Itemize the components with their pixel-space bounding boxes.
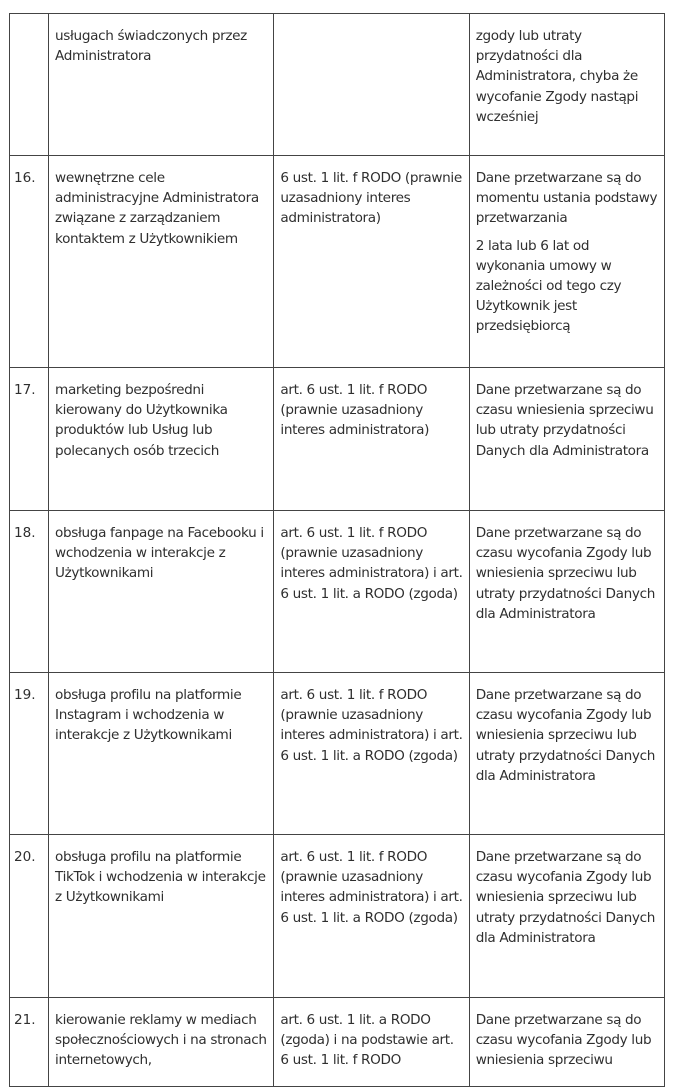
legal-basis-cell-content xyxy=(274,835,468,928)
legal-basis-cell xyxy=(274,14,469,156)
cell-paragraph: art. 6 ust. 1 lit. f RODO (prawnie uzasadniony interes administratora) i art. 6 ust. 1 lit. a RODO (zgoda) xyxy=(280,525,463,602)
cell-paragraph: art. 6 ust. 1 lit. f RODO (prawnie uzasadniony interes administratora) i art. 6 ust. 1 lit. a RODO (zgoda) xyxy=(280,687,463,764)
table-row xyxy=(10,673,665,835)
retention-period-cell xyxy=(469,511,664,673)
purpose-cell xyxy=(49,156,274,368)
legal-basis-cell xyxy=(274,673,469,835)
cell-paragraph: marketing bezpośredni kierowany do Użytkownika produktów lub Usług lub polecanych osób trzecich xyxy=(55,382,228,459)
cell-paragraph: obsługa profilu na platformie TikTok i wchodzenia w interakcje z Użytkownikami xyxy=(55,849,266,906)
purpose-cell-content xyxy=(49,14,273,66)
row-number-cell: 16. xyxy=(10,156,49,368)
cell-paragraph: Dane przetwarzane są do czasu wycofania Zgody lub wniesienia sprzeciwu lub utraty przydatności Danych dla Administratora xyxy=(475,687,655,784)
retention-period-cell-content xyxy=(470,156,664,337)
row-number-cell xyxy=(10,14,49,156)
legal-basis-cell xyxy=(274,368,469,511)
retention-period-cell xyxy=(469,368,664,511)
table-row xyxy=(10,156,665,368)
row-number-cell: 18. xyxy=(10,511,49,673)
purpose-cell xyxy=(49,14,274,156)
legal-basis-cell xyxy=(274,156,469,368)
retention-period-cell-content xyxy=(470,998,664,1071)
retention-period-cell-content xyxy=(470,368,664,461)
cell-paragraph: Dane przetwarzane są do czasu wycofania Zgody lub wniesienia sprzeciwu lub utraty przydatności Danych dla Administratora xyxy=(475,525,655,622)
legal-basis-cell-content xyxy=(274,368,468,441)
table-body xyxy=(10,14,665,1087)
cell-paragraph: 2 lata lub 6 lat od wykonania umowy w zależności od tego czy Użytkownik jest przedsiębiorcą xyxy=(475,237,622,335)
cell-paragraph: obsługa fanpage na Facebooku i wchodzenia w interakcje z Użytkownikami xyxy=(55,525,264,582)
row-number-cell: 19. xyxy=(10,673,49,835)
purpose-cell xyxy=(49,368,274,511)
row-number-cell: 21. xyxy=(10,998,49,1087)
retention-period-cell xyxy=(469,156,664,368)
table-row xyxy=(10,14,665,156)
retention-period-cell-content xyxy=(470,511,664,624)
table-row xyxy=(10,998,665,1087)
purpose-cell-content xyxy=(49,511,273,584)
cell-paragraph: kierowanie reklamy w mediach społecznościowych i na stronach internetowych, xyxy=(55,1012,267,1069)
purpose-cell-content xyxy=(49,156,273,249)
retention-period-cell xyxy=(469,14,664,156)
legal-basis-cell-content xyxy=(274,511,468,604)
retention-period-cell-content xyxy=(470,835,664,948)
cell-paragraph: Dane przetwarzane są do czasu wniesienia sprzeciwu lub utraty przydatności Danych dla Administratora xyxy=(475,382,654,459)
cell-paragraph: art. 6 ust. 1 lit. a RODO (zgoda) i na podstawie art. 6 ust. 1 lit. f RODO xyxy=(280,1012,454,1069)
legal-basis-cell-content xyxy=(274,14,468,26)
cell-paragraph: wewnętrzne cele administracyjne Administratora związane z zarządzaniem kontaktem z Użytkownikiem xyxy=(55,170,259,247)
purpose-cell xyxy=(49,835,274,998)
cell-paragraph: art. 6 ust. 1 lit. f RODO (prawnie uzasadniony interes administratora) i art. 6 ust. 1 lit. a RODO (zgoda) xyxy=(280,849,463,926)
cell-paragraph: Dane przetwarzane są do czasu wycofania Zgody lub wniesienia sprzeciwu xyxy=(475,1012,652,1069)
row-number-cell: 20. xyxy=(10,835,49,998)
legal-basis-cell-content xyxy=(274,673,468,766)
cell-paragraph: Dane przetwarzane są do momentu ustania podstawy przetwarzania xyxy=(475,170,658,227)
cell-paragraph: zgody lub utraty przydatności dla Administratora, chyba że wycofanie Zgody nastąpi wcześniej xyxy=(475,28,639,125)
cell-paragraph: 6 ust. 1 lit. f RODO (prawnie uzasadniony interes administratora) xyxy=(280,170,462,227)
legal-basis-cell xyxy=(274,998,469,1087)
retention-period-cell xyxy=(469,835,664,998)
table-row xyxy=(10,511,665,673)
purpose-cell-content xyxy=(49,835,273,908)
data-processing-table xyxy=(9,13,665,1087)
table-row xyxy=(10,835,665,998)
table-row xyxy=(10,368,665,511)
row-number-cell: 17. xyxy=(10,368,49,511)
retention-period-cell-content xyxy=(470,673,664,786)
cell-paragraph: Dane przetwarzane są do czasu wycofania Zgody lub wniesienia sprzeciwu lub utraty przydatności Danych dla Administratora xyxy=(475,849,655,946)
purpose-cell-content xyxy=(49,368,273,461)
purpose-cell xyxy=(49,998,274,1087)
retention-period-cell xyxy=(469,673,664,835)
cell-paragraph: usługach świadczonych przez Administratora xyxy=(55,28,247,65)
purpose-cell-content xyxy=(49,673,273,746)
legal-basis-cell xyxy=(274,511,469,673)
legal-basis-cell-content xyxy=(274,156,468,229)
purpose-cell-content xyxy=(49,998,273,1071)
cell-paragraph: art. 6 ust. 1 lit. f RODO (prawnie uzasadniony interes administratora) xyxy=(280,382,430,439)
cell-paragraph: obsługa profilu na platformie Instagram i wchodzenia w interakcje z Użytkownikami xyxy=(55,687,242,744)
legal-basis-cell-content xyxy=(274,998,468,1071)
legal-basis-cell xyxy=(274,835,469,998)
retention-period-cell-content xyxy=(470,14,664,127)
retention-period-cell xyxy=(469,998,664,1087)
purpose-cell xyxy=(49,673,274,835)
purpose-cell xyxy=(49,511,274,673)
